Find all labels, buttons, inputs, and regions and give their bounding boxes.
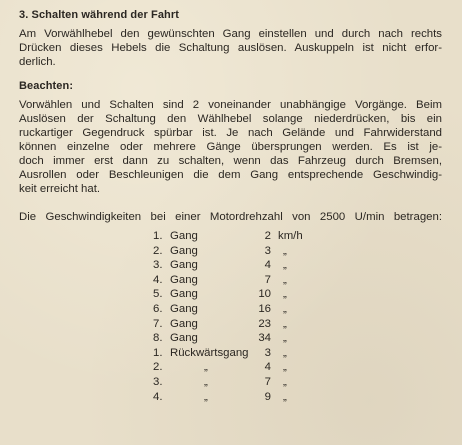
paragraph-line: Am Vorwählhebel den gewünschten Gang einstellen und durch nach rechts bbox=[19, 28, 442, 40]
speeds-intro: Die Geschwindigkeiten bei einer Motordrehzahl von 2500 U/min betragen: bbox=[19, 211, 442, 223]
speed-row-label: Gang bbox=[170, 273, 198, 286]
speed-row-value: 4 bbox=[264, 361, 271, 374]
paragraph-line: Vorwählen und Schalten sind 2 voneinander unabhängige Vorgänge. Beim bbox=[19, 99, 442, 111]
section-heading: 3. Schalten während der Fahrt bbox=[19, 9, 179, 21]
speed-row-unit: „ bbox=[283, 361, 287, 374]
speed-row-label: „ bbox=[204, 390, 208, 403]
speed-row-number: 4. bbox=[153, 273, 163, 286]
speed-row-unit: „ bbox=[283, 332, 287, 345]
speed-row-number: 1. bbox=[153, 230, 163, 242]
speed-row-number: 5. bbox=[153, 288, 163, 301]
paragraph-line: keit erreicht hat. bbox=[19, 183, 101, 195]
paragraph-line: Drücken dieses Hebels die Schaltung auslösen. Auskuppeln ist nicht erfor- bbox=[19, 42, 442, 54]
speed-row-label: „ bbox=[204, 361, 208, 374]
speed-row-unit: „ bbox=[283, 303, 287, 315]
speed-row-unit: „ bbox=[283, 390, 287, 403]
paragraph-line: Ausrollen oder Beschleunigen die dem Gang entsprechende Geschwindig- bbox=[19, 169, 442, 181]
speed-row-unit: „ bbox=[283, 346, 287, 359]
paragraph-line: können einzelne oder mehrere Gänge übersprungen werden. Es ist je- bbox=[19, 141, 442, 153]
speed-row-unit: km/h bbox=[278, 230, 303, 242]
speed-row-number: 2. bbox=[153, 361, 163, 374]
speed-row-number: 7. bbox=[153, 317, 163, 330]
speed-row-value: 34 bbox=[258, 332, 271, 345]
paragraph-line: Auslösen der Schaltung den Wählhebel solange niederdrücken, bis ein bbox=[19, 113, 442, 125]
speed-row-label: Gang bbox=[170, 317, 198, 330]
speed-row-label: Gang bbox=[170, 303, 198, 315]
speed-row-unit: „ bbox=[283, 273, 287, 286]
speed-row-label: Gang bbox=[170, 332, 198, 345]
paragraph-line: derlich. bbox=[19, 56, 56, 68]
speed-row-unit: „ bbox=[283, 244, 287, 257]
speed-row-unit: „ bbox=[283, 317, 287, 330]
speed-row-value: 7 bbox=[264, 273, 271, 286]
speed-row-value: 3 bbox=[264, 244, 271, 257]
speed-row-number: 8. bbox=[153, 332, 163, 345]
speed-row-unit: „ bbox=[283, 288, 287, 301]
speed-row-number: 3. bbox=[153, 376, 163, 388]
speed-row-label: Gang bbox=[170, 244, 198, 257]
speed-row-number: 3. bbox=[153, 259, 163, 272]
speed-row-label: Gang bbox=[170, 259, 198, 272]
speed-row-label: Gang bbox=[170, 288, 198, 301]
speed-row-value: 10 bbox=[258, 288, 271, 301]
speed-row-label: „ bbox=[204, 376, 208, 388]
speed-row-value: 3 bbox=[264, 346, 271, 359]
speed-row-value: 7 bbox=[264, 376, 271, 388]
speed-row-value: 9 bbox=[264, 390, 271, 403]
speed-row-number: 4. bbox=[153, 390, 163, 403]
speed-row-value: 23 bbox=[258, 317, 271, 330]
paragraph-line: doch immer erst dann zu schalten, wenn das Fahrzeug durch Bremsen, bbox=[19, 155, 442, 167]
note-heading: Beachten: bbox=[19, 80, 74, 92]
speed-row-number: 2. bbox=[153, 244, 163, 257]
speed-row-value: 2 bbox=[264, 230, 271, 242]
paragraph-line: ruckartiger Gegendruck spürbar ist. Je nach Gelände und Fahrwiderstand bbox=[19, 127, 442, 139]
speed-row-label: Rückwärtsgang bbox=[170, 346, 249, 359]
speed-row-number: 6. bbox=[153, 303, 163, 315]
speed-row-value: 4 bbox=[264, 259, 271, 272]
speed-row-label: Gang bbox=[170, 230, 198, 242]
speed-row-value: 16 bbox=[258, 303, 271, 315]
speed-row-unit: „ bbox=[283, 376, 287, 388]
speed-row-number: 1. bbox=[153, 346, 163, 359]
speed-row-unit: „ bbox=[283, 259, 287, 272]
